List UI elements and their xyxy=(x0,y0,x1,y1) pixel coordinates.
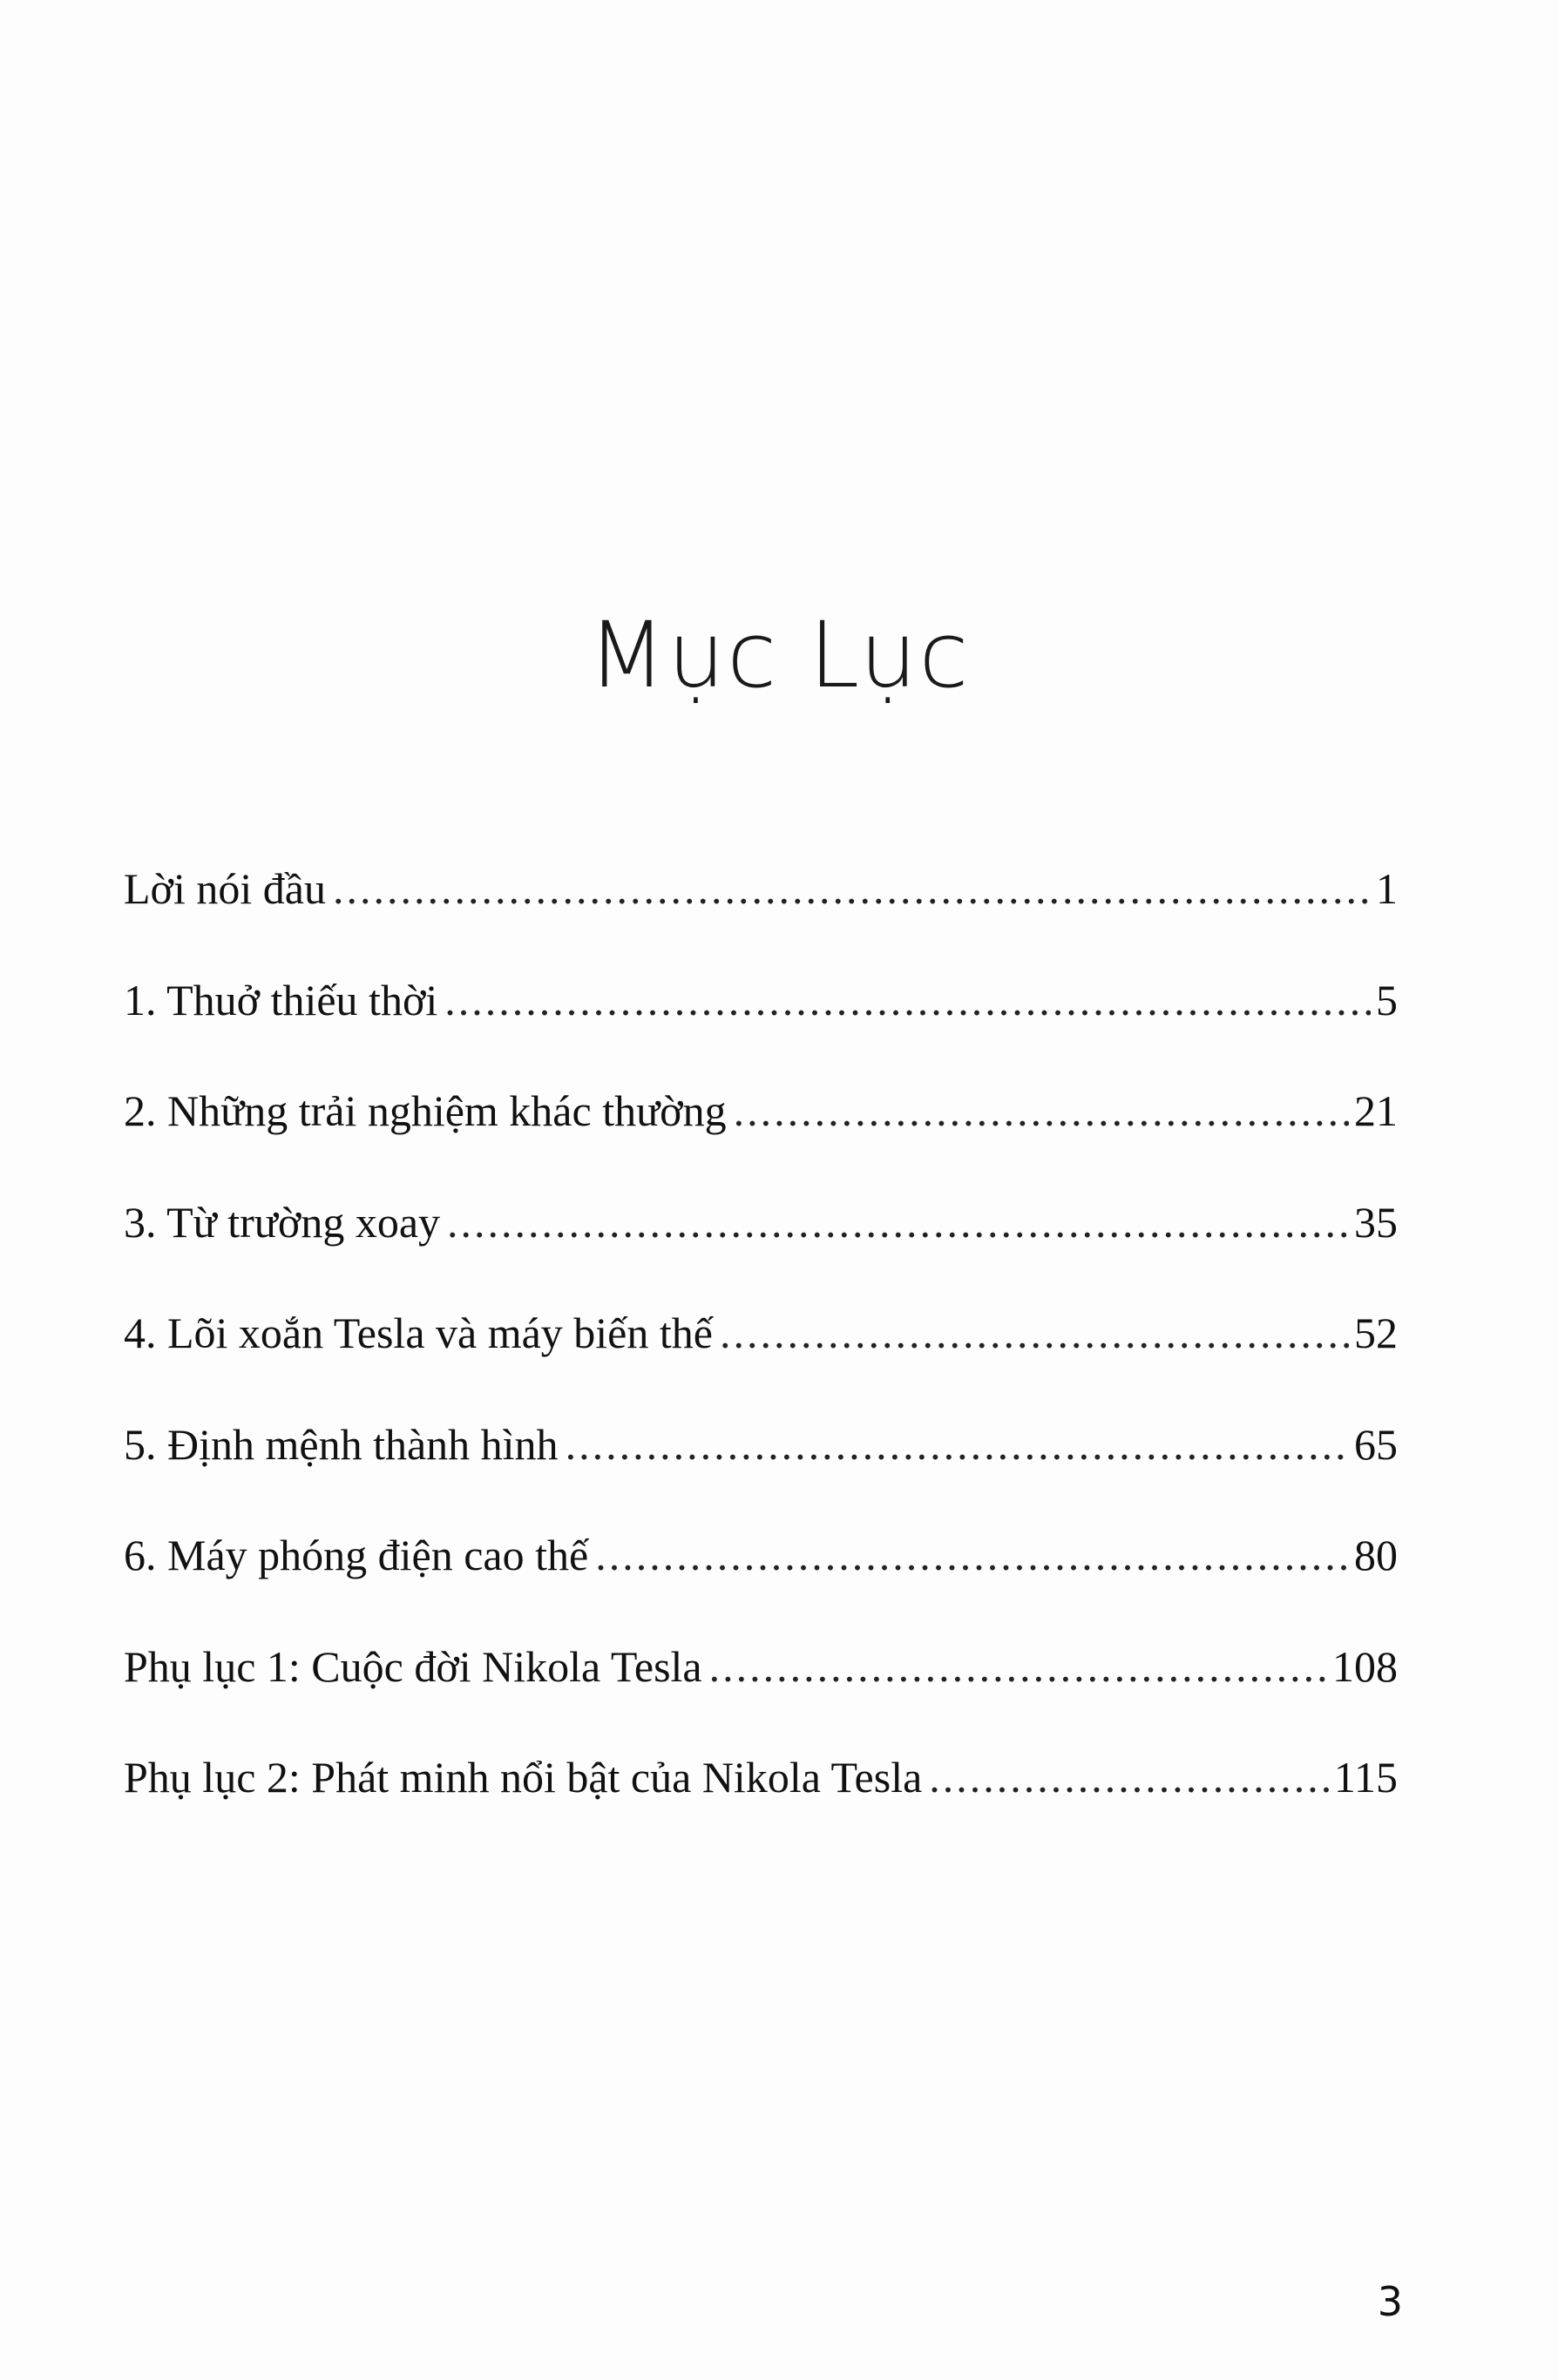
toc-entry xyxy=(124,1308,1398,1423)
dot-leader xyxy=(595,1533,1349,1577)
toc-entry-page: 108 xyxy=(1332,1641,1398,1691)
toc-entry-label: Phụ lục 2: Phát minh nổi bật của Nikola Tesla xyxy=(124,1753,923,1802)
toc-entry-label: Phụ lục 1: Cuộc đời Nikola Tesla xyxy=(124,1641,702,1691)
dot-leader xyxy=(720,1311,1349,1355)
dot-leader xyxy=(444,978,1371,1022)
toc-entry-page: 21 xyxy=(1354,1086,1398,1135)
toc-entry-label: 1. Thuở thiếu thời xyxy=(124,975,438,1024)
toc-entry-page: 115 xyxy=(1333,1753,1398,1802)
dot-leader xyxy=(929,1755,1329,1799)
dot-leader xyxy=(734,1089,1349,1133)
toc-entry-page: 80 xyxy=(1354,1531,1398,1579)
dot-leader xyxy=(709,1645,1327,1688)
toc-entry-label: 3. Từ trường xoay xyxy=(124,1197,441,1247)
toc-entry-label: 4. Lõi xoắn Tesla và máy biến thế xyxy=(124,1308,713,1357)
toc-entry-page: 65 xyxy=(1354,1419,1398,1469)
page-title: Mục Lục xyxy=(587,602,971,708)
dot-leader xyxy=(566,1423,1349,1466)
toc-entry-label: 2. Những trải nghiệm khác thường xyxy=(124,1086,727,1135)
toc-entry xyxy=(124,1086,1398,1200)
toc-entry xyxy=(124,1755,1398,1867)
toc-entry xyxy=(124,1419,1398,1534)
toc-entry-page: 52 xyxy=(1354,1308,1398,1357)
toc-entry xyxy=(124,864,1398,978)
toc-entry xyxy=(124,975,1398,1090)
page-number: 3 xyxy=(1377,2278,1403,2325)
dot-leader xyxy=(447,1200,1349,1244)
toc-entry xyxy=(124,1641,1398,1756)
toc-entry-page: 35 xyxy=(1354,1197,1398,1247)
toc-entry-label: 6. Máy phóng điện cao thế xyxy=(124,1531,589,1579)
toc-entry-page: 1 xyxy=(1376,864,1398,913)
toc-entry-label: Lời nói đầu xyxy=(124,864,326,913)
toc-entry-label: 5. Định mệnh thành hình xyxy=(124,1419,559,1469)
toc-entry xyxy=(124,1533,1398,1645)
table-of-contents xyxy=(124,864,1398,1867)
toc-entry xyxy=(124,1197,1398,1312)
dot-leader xyxy=(333,867,1371,910)
toc-entry-page: 5 xyxy=(1376,975,1398,1024)
